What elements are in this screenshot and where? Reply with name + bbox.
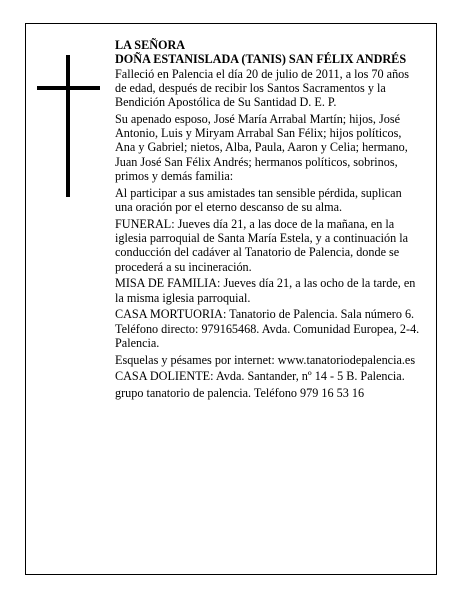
online-condolences-paragraph: Esquelas y pésames por internet: www.tanatoriodepalencia.es — [115, 352, 416, 367]
cross-horizontal-bar — [37, 86, 100, 90]
family-paragraph: Su apenado esposo, José María Arrabal Martín; hijos, José Antonio, Luis y Miryam Arrabal San Félix; hijos políticos, Ana y Gabriel; nietos, Alba, Paula, Aaron y Celia; hermano, Juan José San Félix Andrés; hermanos políticos, sobrinos, primos y demás familia: — [115, 111, 408, 184]
obituary-header — [115, 38, 420, 67]
funeral-home-paragraph: CASA MORTUORIA: Tanatorio de Palencia. Sala número 6. Teléfono directo: 979165468. Avda. Comunidad Europea, 2-4. Palencia. — [115, 307, 420, 350]
prayer-request-paragraph: Al participar a sus amistades tan sensible pérdida, suplican una oración por el eterno descanso de su alma. — [115, 185, 402, 215]
honorific-title: LA SEÑORA — [115, 38, 186, 52]
deceased-name: DOÑA ESTANISLADA (TANIS) SAN FÉLIX ANDRÉS — [115, 52, 407, 67]
death-notice-paragraph: Falleció en Palencia el día 20 de julio de 2011, a los 70 años de edad, después de recibir los Santos Sacramentos y la Bendición Apostólica de Su Santidad D. E. P. — [115, 66, 410, 110]
funeral-group-paragraph: grupo tanatorio de palencia. Teléfono 979 16 53 16 — [115, 385, 365, 400]
funeral-paragraph: FUNERAL: Jueves día 21, a las doce de la mañana, en la iglesia parroquial de Santa María Estela, y a continuación la conducción del cadáver al Tanatorio de Palencia, donde se procederá a su incineración. — [115, 216, 409, 274]
family-home-paragraph: CASA DOLIENTE: Avda. Santander, nº 14 - 5 B. Palencia. — [115, 369, 405, 384]
obituary-text — [115, 38, 420, 403]
family-mass-paragraph: MISA DE FAMILIA: Jueves día 21, a las ocho de la tarde, en la misma iglesia parroquial. — [115, 276, 416, 305]
cross-vertical-bar — [66, 55, 70, 197]
